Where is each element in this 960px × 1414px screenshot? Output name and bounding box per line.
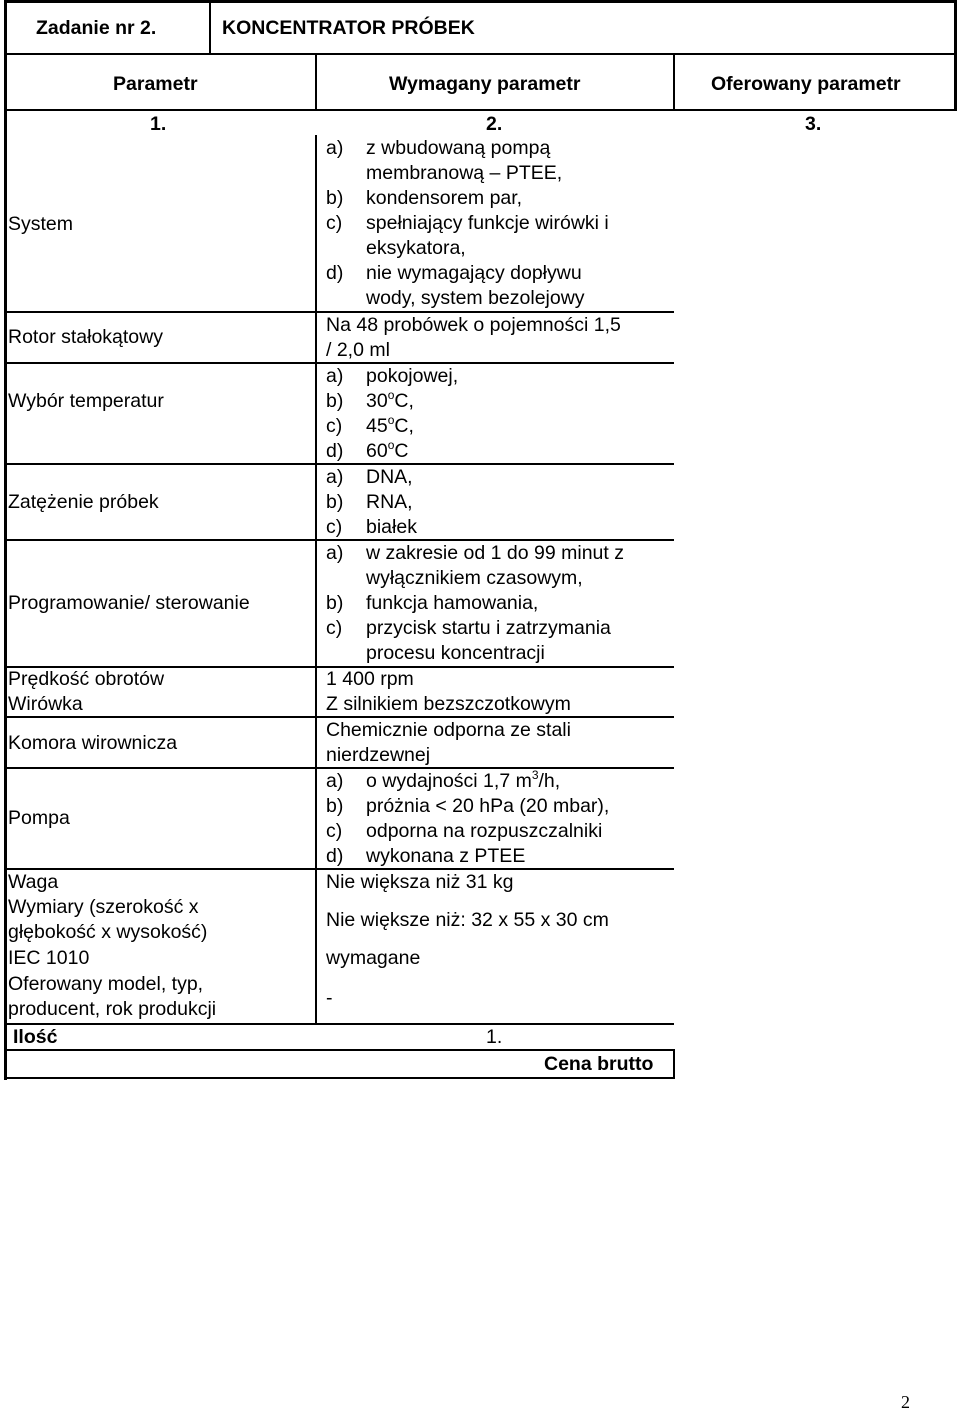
speed-value: 1 400 rpm	[326, 668, 414, 690]
list-marker: b)	[326, 491, 344, 513]
list-item-text: nie wymagający dopływu	[366, 262, 582, 284]
list-item	[326, 465, 417, 490]
pump-value: o wydajności 1,7 $m^3/h$,	[366, 768, 561, 792]
list-item-text: z wbudowaną pompą	[366, 137, 551, 159]
list-item-text: DNA,	[366, 466, 413, 488]
list-marker: a)	[326, 770, 344, 792]
row-label-dimensions-line2: głębokość x wysokość)	[8, 921, 208, 943]
temp-item-c	[326, 413, 414, 439]
row-label-rotor: Rotor stałokątowy	[8, 326, 163, 348]
list-item	[326, 541, 624, 591]
row-label-weight: Waga	[8, 871, 59, 893]
pump-item-a	[326, 768, 561, 794]
list-item-text: procesu koncentracji	[366, 642, 545, 664]
weight-value: Nie większa niż 31 kg	[326, 871, 514, 893]
column-header-required: Wymagany parametr	[389, 73, 581, 95]
list-marker: c)	[326, 617, 343, 639]
row-label-temperature: Wybór temperatur	[8, 390, 164, 412]
table-line	[4, 1023, 674, 1025]
list-item-text: białek	[366, 516, 417, 538]
list-marker: d)	[326, 440, 344, 462]
list-marker: a)	[326, 542, 344, 564]
chamber-value-line2: nierdzewnej	[326, 744, 431, 766]
table-border-top	[4, 0, 956, 3]
rotor-value-line1: Na 48 probówek o pojemności 1,5	[326, 314, 621, 336]
list-marker: a)	[326, 137, 344, 159]
list-marker: d)	[326, 845, 344, 867]
list-item	[326, 186, 609, 211]
row-label-system: System	[8, 213, 74, 235]
list-marker: c)	[326, 820, 343, 842]
temp-value: 30$^o$C,	[366, 388, 414, 412]
table-line	[673, 1049, 675, 1079]
list-marker: b)	[326, 390, 344, 412]
centrifuge-value: Z silnikiem bezszczotkowym	[326, 693, 571, 715]
list-marker: b)	[326, 592, 344, 614]
table-line	[673, 55, 675, 110]
system-requirements-list	[326, 136, 609, 311]
list-item	[326, 515, 417, 540]
chamber-value-line1: Chemicznie odporna ze stali	[326, 719, 571, 741]
list-marker: b)	[326, 187, 344, 209]
dimensions-value: Nie większe niż: 32 x 55 x 30 cm	[326, 909, 609, 931]
list-item-text: funkcja hamowania,	[366, 592, 539, 614]
row-label-model-line1: Oferowany model, typ,	[8, 973, 204, 995]
iec-value: wymagane	[326, 947, 421, 969]
pump-item-d	[326, 844, 526, 869]
list-marker: a)	[326, 365, 344, 387]
column-header-offered: Oferowany parametr	[711, 73, 901, 95]
row-label-speed: Prędkość obrotów	[8, 668, 165, 690]
row-label-programming: Programowanie/ sterowanie	[8, 592, 250, 614]
list-item	[326, 616, 624, 666]
column-header-parameter: Parametr	[113, 73, 198, 95]
list-marker: c)	[326, 516, 343, 538]
column-number-3: 3.	[805, 113, 822, 135]
table-border-bottom	[4, 1077, 674, 1079]
pump-value: próżnia < 20 hPa (20 mbar),	[366, 795, 610, 817]
programming-list	[326, 541, 624, 666]
list-item-text: przycisk startu i zatrzymania	[366, 617, 611, 639]
page-number: 2	[901, 1392, 910, 1412]
table-line	[209, 0, 211, 55]
pump-item-c	[326, 819, 603, 844]
list-marker: c)	[326, 212, 343, 234]
quantity-label: Ilość	[13, 1026, 58, 1048]
row-label-centrifuge: Wirówka	[8, 693, 83, 715]
table-line	[315, 135, 317, 1023]
document-title: KONCENTRATOR PRÓBEK	[222, 17, 475, 39]
temp-value: pokojowej,	[366, 365, 459, 387]
quantity-value: 1.	[486, 1026, 503, 1048]
list-marker: d)	[326, 262, 344, 284]
pump-item-b	[326, 794, 610, 819]
model-value: -	[326, 987, 333, 1009]
table-line	[4, 109, 956, 111]
row-label-pump: Pompa	[8, 807, 70, 829]
task-number: Zadanie nr 2.	[36, 17, 157, 39]
table-border-right	[954, 0, 957, 111]
pump-value: odporna na rozpuszczalniki	[366, 820, 603, 842]
list-item	[326, 211, 609, 261]
table-line	[4, 53, 956, 55]
row-label-dimensions-line1: Wymiary (szerokość x	[8, 896, 199, 918]
row-label-iec: IEC 1010	[8, 947, 90, 969]
list-item-text: RNA,	[366, 491, 413, 513]
temp-value: 60$^o$C	[366, 438, 409, 462]
pump-value: wykonana z PTEE	[366, 845, 526, 867]
table-line	[4, 1049, 674, 1051]
list-marker: c)	[326, 415, 343, 437]
list-item-text: wyłącznikiem czasowym,	[366, 567, 583, 589]
list-item-text: eksykatora,	[366, 237, 466, 259]
column-number-2: 2.	[486, 113, 503, 135]
row-label-sample-load: Zatężenie próbek	[8, 491, 159, 513]
list-item-text: spełniający funkcje wirówki i	[366, 212, 609, 234]
list-item-text: w zakresie od 1 do 99 minut z	[366, 542, 624, 564]
list-item	[326, 136, 609, 186]
list-marker: b)	[326, 795, 344, 817]
temp-item-b	[326, 388, 414, 414]
list-marker: a)	[326, 466, 344, 488]
temp-item-a	[326, 364, 459, 389]
temp-item-d	[326, 438, 409, 464]
sample-load-list	[326, 465, 417, 540]
list-item-text: kondensorem par,	[366, 187, 523, 209]
temp-value: 45$^o$C,	[366, 413, 414, 437]
table-line	[315, 55, 317, 110]
list-item-text: wody, system bezolejowy	[366, 287, 585, 309]
list-item	[326, 261, 609, 311]
rotor-value-line2: / 2,0 ml	[326, 339, 390, 361]
row-label-model-line2: producent, rok produkcji	[8, 998, 217, 1020]
row-label-chamber: Komora wirownicza	[8, 732, 178, 754]
list-item-text: membranową – PTEE,	[366, 162, 563, 184]
list-item	[326, 490, 417, 515]
gross-price-label: Cena brutto	[544, 1053, 654, 1075]
column-number-1: 1.	[150, 113, 167, 135]
list-item	[326, 591, 624, 616]
